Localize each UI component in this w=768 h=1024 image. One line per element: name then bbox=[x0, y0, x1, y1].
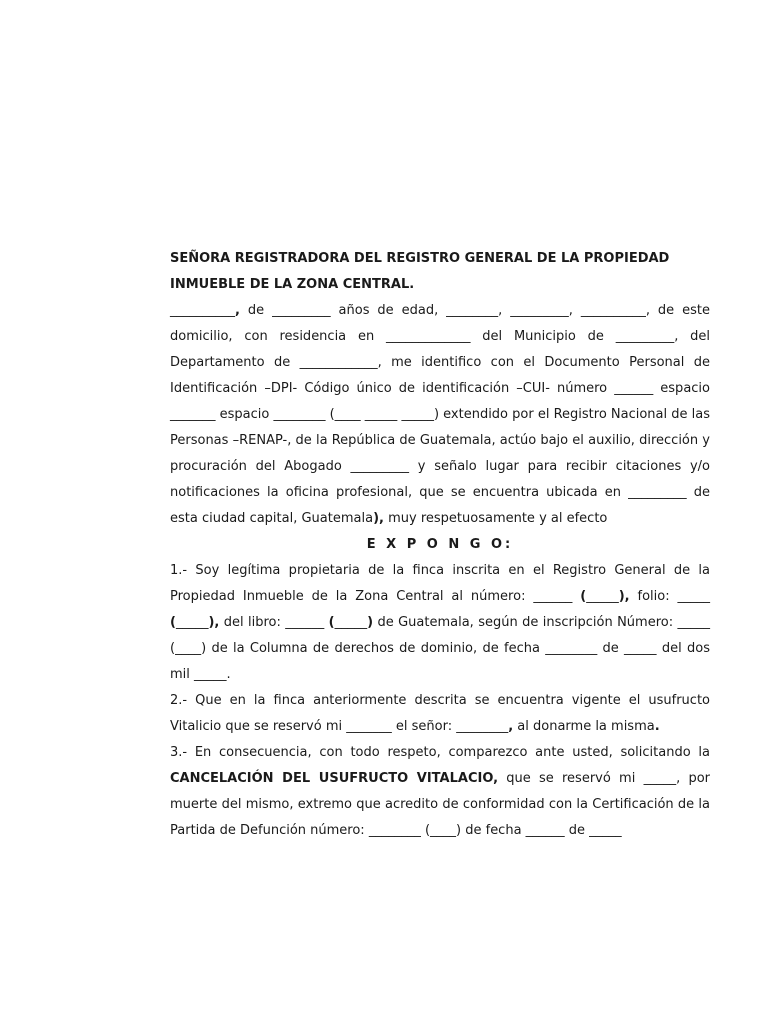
item-1-paren-close-3: ) bbox=[367, 615, 374, 630]
heading-line-1: SEÑORA REGISTRADORA DEL REGISTRO GENERAL DE LA PROPIEDAD bbox=[170, 251, 670, 266]
item-1-paren-close-2: ), bbox=[208, 615, 220, 630]
item-1-text-a: 1.- Soy legítima propietaria de la finca inscrita en el Registro General de la Propiedad Inmueble de la Zona Central al número: ______ bbox=[170, 563, 710, 604]
item-2-text-a: 2.- Que en la finca anteriormente descrita se encuentra vigente el usufructo Vitalicio que se reservó mi _______ el señor: ________ bbox=[170, 693, 710, 734]
intro-paragraph bbox=[170, 298, 710, 532]
document-page bbox=[170, 246, 710, 844]
section-title: E X P O N G O: bbox=[366, 537, 514, 552]
item-1-blank-3: _____ bbox=[334, 615, 368, 630]
item-1-blank-2: _____ bbox=[175, 615, 209, 630]
intro-text: de _________ años de edad, ________, _________, __________, de este domicilio, con residencia en _____________ del Municipio de _________, del Departamento de ____________, me identifico con el Documento Personal de Identificación –DPI- Código único de identificación –CUI- número ______ espacio _______ espacio ________ (____ _____ _____) extendido por el Registro Nacional de las Personas –RENAP-, de la República de Guatemala, actúo bajo el auxilio, dirección y procuración del Abogado _________ y señalo lugar para recibir citaciones y/o notificaciones la oficina profesional, que se encuentra ubicada en _________ de esta ciudad capital, Guatemala bbox=[170, 303, 710, 526]
item-1-blank-1: _____ bbox=[586, 589, 619, 604]
item-3-text-c: que se reservó mi _____, por muerte del mismo, extremo que acredito de conformidad con la Certificación de la Partida de Defunción número: ________ (____) de fecha ______ de _____ bbox=[170, 771, 710, 838]
item-1-paren-open-3: ( bbox=[328, 615, 335, 630]
item-3-cancellation: CANCELACIÓN DEL USUFRUCTO VITALACIO, bbox=[170, 771, 499, 786]
item-3-text-a: 3.- En consecuencia, con todo respeto, comparezco ante usted, solicitando la bbox=[170, 745, 710, 760]
item-2-text-c: al donarme la misma bbox=[513, 719, 655, 734]
intro-comma: , bbox=[235, 303, 240, 318]
intro-name-blank: __________ bbox=[170, 303, 235, 318]
heading-line-2: INMUEBLE DE LA ZONA CENTRAL. bbox=[170, 277, 415, 292]
document-heading bbox=[170, 246, 710, 298]
item-1-text-libro: del libro: ______ bbox=[219, 615, 329, 630]
item-1-paren-close-1: ), bbox=[618, 589, 630, 604]
item-1-text-end: de Guatemala, según de inscripción Número: _____ (____) de la Columna de derechos de dominio, de fecha ________ de _____ del dos mil _____. bbox=[170, 615, 710, 682]
item-1-paren-open-2: ( bbox=[170, 615, 176, 630]
intro-text-end: muy respetuosamente y al efecto bbox=[383, 511, 608, 526]
item-3-paragraph bbox=[170, 740, 710, 844]
item-2-paragraph bbox=[170, 688, 710, 740]
item-2-comma: , bbox=[508, 719, 514, 734]
item-1-paren-open-1: ( bbox=[580, 589, 587, 604]
item-2-period: . bbox=[654, 719, 660, 734]
intro-close: ), bbox=[373, 511, 384, 526]
item-1-text-folio: folio: _____ bbox=[629, 589, 710, 604]
item-1-paragraph bbox=[170, 558, 710, 688]
